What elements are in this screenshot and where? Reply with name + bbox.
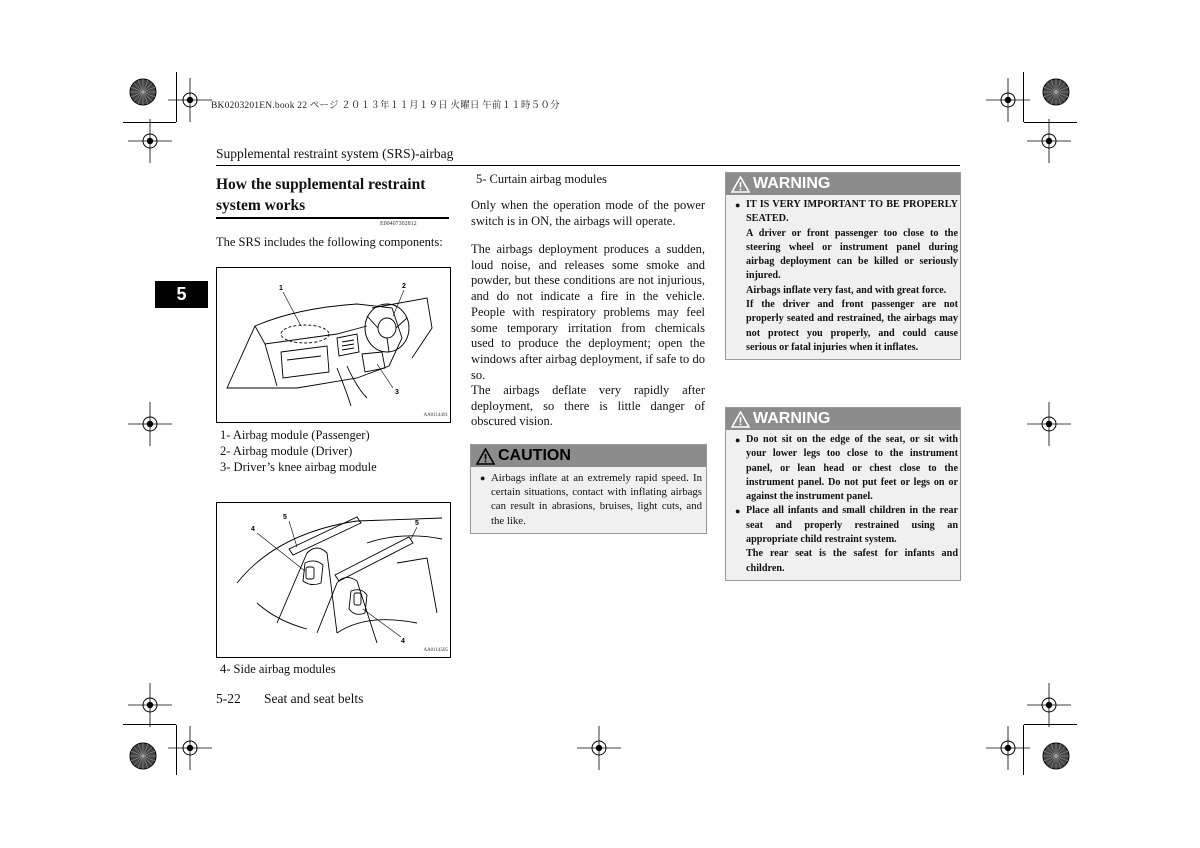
callout-5-right: 5 — [415, 520, 419, 527]
page-number: 5-22 — [216, 691, 241, 706]
cabin-illustration — [217, 503, 450, 657]
warning-triangle-icon — [731, 411, 750, 428]
caution-header — [471, 445, 706, 467]
callout-3: 3 — [395, 389, 399, 396]
running-header: Supplemental restraint system (SRS)-airbag — [216, 146, 454, 161]
legend-item-3: 3- Driver’s knee airbag module — [220, 460, 377, 474]
warning-item-children-note: The rear seat is the safest for infants and children. — [746, 548, 958, 574]
warning-line-2: Airbags inflate very fast, and with great force. — [746, 284, 947, 296]
warning-label-1: WARNING — [753, 175, 831, 192]
warning-header-1 — [726, 173, 960, 195]
figure-code: AA0114505 — [423, 648, 448, 653]
warning-item-seat-edge: ● Do not sit on the edge of the seat, or sit with your lower legs too close to the instrument panel, or lean head or chest close to the instrument panel. Do not put feet or legs on or against the instrument panel. — [735, 433, 958, 504]
dashboard-illustration — [217, 268, 450, 422]
caution-item: ● Airbags inflate at an extremely rapid speed. In certain situations, contact with inflating airbags can result in abrasions, bruises, light cuts, and the like. — [480, 471, 702, 528]
warning-label-2: WARNING — [753, 410, 831, 427]
callout-4-bottom: 4 — [401, 638, 405, 645]
chapter-title: Seat and seat belts — [264, 691, 364, 706]
callout-4-top: 4 — [251, 526, 255, 533]
section-intro: The SRS includes the following components: — [216, 235, 443, 249]
warning-triangle-icon — [476, 448, 495, 465]
chapter-tab: 5 — [155, 281, 208, 308]
operation-paragraph: Only when the operation mode of the power switch is in ON, the airbags will operate. — [471, 198, 705, 228]
legend-item-1: 1- Airbag module (Passenger) — [220, 428, 370, 442]
caution-box — [470, 444, 707, 534]
figure-dashboard-airbags — [216, 267, 451, 423]
header-rule — [216, 165, 960, 166]
deflate-paragraph: The airbags deflate very rapidly after deployment, so there is little danger of obscured vision. — [471, 383, 705, 429]
caution-label: CAUTION — [498, 447, 571, 464]
warning-line-3: If the driver and front passenger are not properly seated and restrained, the airbags may not protect you properly, and could cause serious or fatal injuries when it inflates. — [746, 299, 958, 353]
warning-triangle-icon — [731, 176, 750, 193]
section-title-rule — [216, 217, 449, 219]
callout-5-left: 5 — [283, 514, 287, 521]
warning-box-1 — [725, 172, 961, 360]
figure-side-curtain-airbags — [216, 502, 451, 658]
legend-item-4: 4- Side airbag modules — [220, 662, 336, 676]
warning-item-children: ● Place all infants and small children in the rear seat and properly restrained using an appropriate child restraint system. — [735, 504, 958, 547]
book-header: BK0203201EN.book 22 ページ ２０１３年１１月１９日 火曜日 午前１１時５０分 — [211, 101, 560, 111]
warning-header-2 — [726, 408, 960, 430]
callout-2: 2 — [402, 283, 406, 290]
warning-line-1: A driver or front passenger too close to the steering wheel or instrument panel during airbag deployment can be killed or seriously injured. — [746, 227, 958, 282]
warning-box-2 — [725, 407, 961, 581]
callout-1: 1 — [279, 285, 283, 292]
legend-item-2: 2- Airbag module (Driver) — [220, 444, 353, 458]
figure-code: AA0114491 — [423, 413, 448, 418]
section-code: E00407302812 — [380, 221, 417, 227]
warning-heading: ● IT IS VERY IMPORTANT TO BE PROPERLY SEATED. — [735, 198, 958, 227]
legend-item-5: 5- Curtain airbag modules — [476, 172, 607, 186]
deployment-paragraph: The airbags deployment produces a sudden, loud noise, and releases some smoke and powder, but these conditions are not injurious, and do not indicate a fire in the vehicle. People with respiratory problems may feel some temporary irritation from chemicals used to produce the deployment; open the windows after airbag deployment, if safe to do so. — [471, 242, 705, 382]
section-title: How the supplemental restraint system works — [216, 176, 426, 214]
